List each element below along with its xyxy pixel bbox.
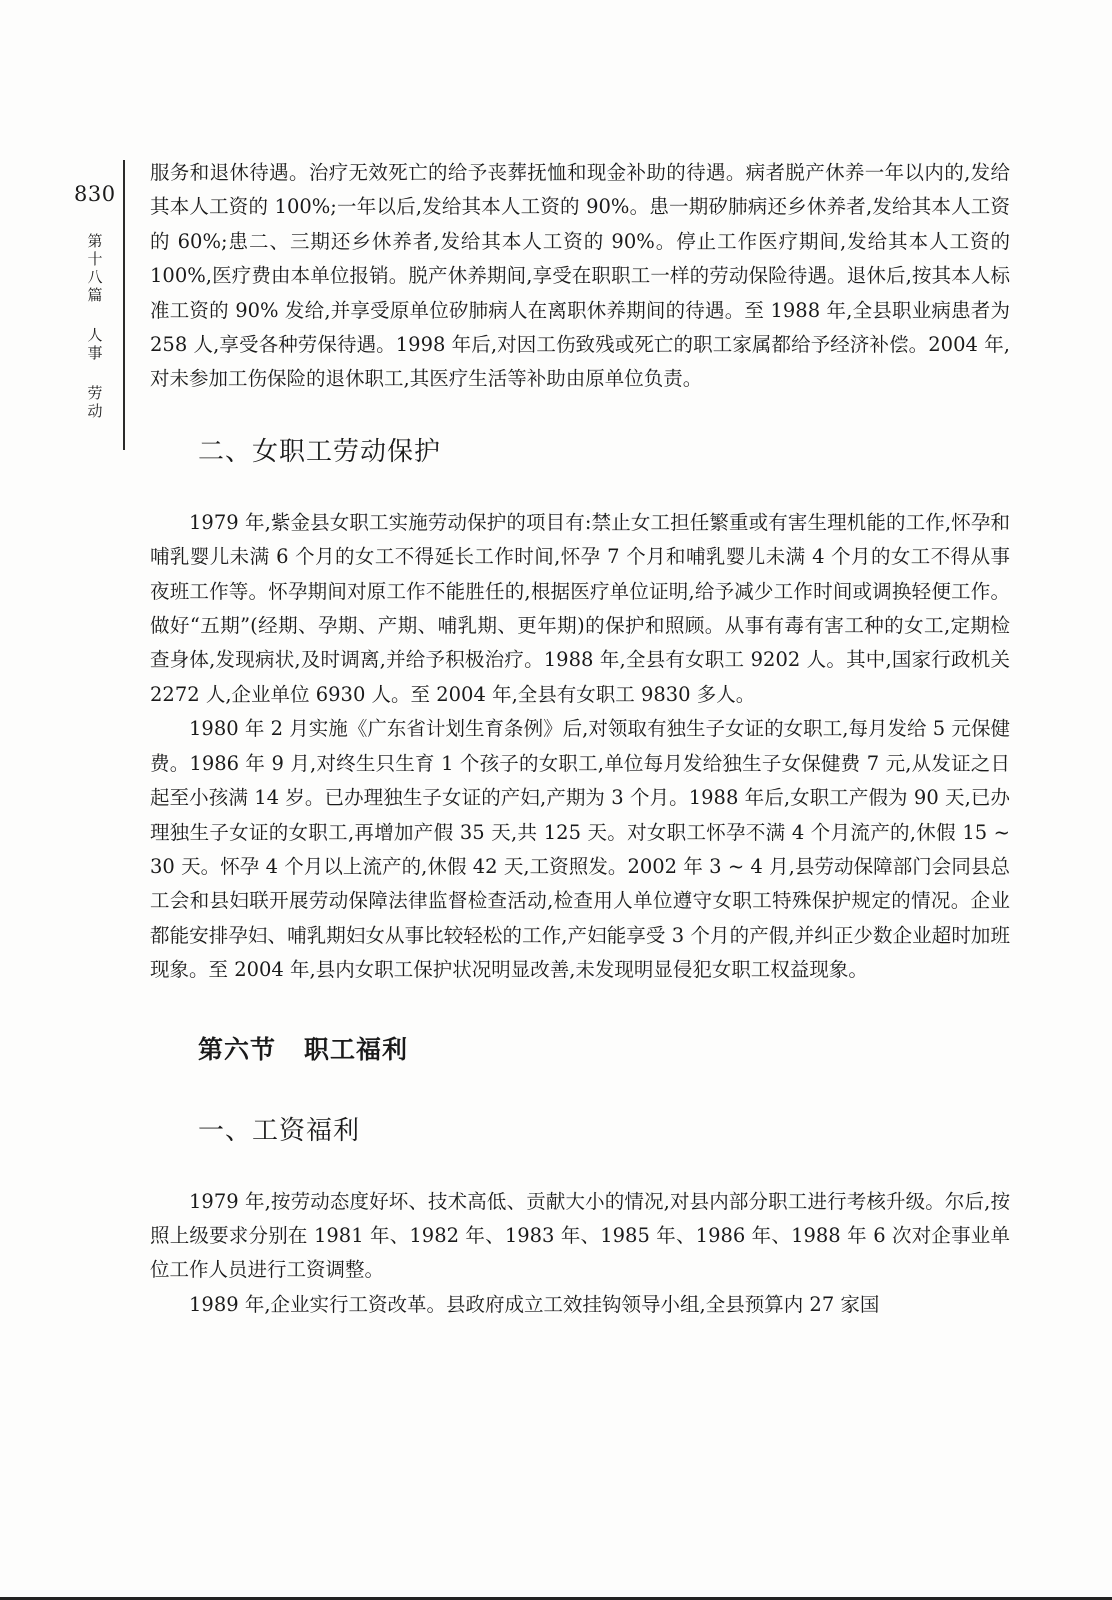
main-text bbox=[150, 156, 1010, 1322]
running-head-char: 动 bbox=[87, 402, 103, 420]
paragraph: 1980 年 2 月实施《广东省计划生育条例》后,对领取有独生子女证的女职工,每月发给 5 元保健费。1986 年 9 月,对终生只生育 1 个孩子的女职工,单位每月发给独生子女保健费 7 元,从发证之日起至小孩满 14 岁。已办理独生子女证的产妇,产期为 3 个月。1988 年后,女职工产假为 90 天,已办理独生子女证的女职工,再增加产假 35 天,共 125 天。对女职工怀孕不满 4 个月流产的,休假 15 ~ 30 天。怀孕 4 个月以上流产的,休假 42 天,工资照发。2002 年 3 ~ 4 月,县劳动保障部门会同县总工会和县妇联开展劳动保障法律监督检查活动,检查用人单位遵守女职工特殊保护规定的情况。企业都能安排孕妇、哺乳期妇女从事比较轻松的工作,产妇能享受 3 个月的产假,并纠正少数企业超时加班现象。至 2004 年,县内女职工保护状况明显改善,未发现明显侵犯女职工权益现象。 bbox=[150, 717, 1010, 982]
section-number: 第六节 bbox=[198, 1034, 277, 1064]
running-head-char: 十 bbox=[87, 250, 103, 268]
running-head-char: 第 bbox=[87, 232, 103, 250]
paragraph: 1979 年,紫金县女职工实施劳动保护的项目有:禁止女工担任繁重或有害生理机能的工作,怀孕和哺乳婴儿未满 6 个月的女工不得延长工作时间,怀孕 7 个月和哺乳婴儿未满 4 个月的女工不得从事夜班工作等。怀孕期间对原工作不能胜任的,根据医疗单位证明,给予减少工作时间或调换轻便工作。做好“五期”(经期、孕期、产期、哺乳期、更年期)的保护和照顾。从事有毒有害工种的女工,定期检查身体,发现病状,及时调离,并给予积极治疗。1988 年,全县有女职工 9202 人。其中,国家行政机关 2272 人,企业单位 6930 人。至 2004 年,全县有女职工 9830 多人。 bbox=[150, 510, 1010, 706]
margin-rule bbox=[123, 160, 125, 450]
paragraph: 1989 年,企业实行工资改革。县政府成立工效挂钩领导小组,全县预算内 27 家国 bbox=[189, 1292, 880, 1316]
spacer bbox=[150, 397, 1010, 431]
running-head-char: 人 bbox=[87, 326, 103, 344]
running-head-char: 篇 bbox=[87, 286, 103, 304]
subsection-heading: 一、工资福利 bbox=[198, 1115, 361, 1146]
subsection-heading: 二、女职工劳动保护 bbox=[198, 436, 442, 467]
page-number: 830 bbox=[74, 182, 116, 206]
spacer bbox=[150, 1147, 1010, 1185]
spacer bbox=[150, 1066, 1010, 1110]
section-title: 职工福利 bbox=[304, 1034, 409, 1064]
section-heading bbox=[150, 1030, 1010, 1066]
running-head-char: 事 bbox=[87, 344, 103, 362]
paragraph: 服务和退休待遇。治疗无效死亡的给予丧葬抚恤和现金补助的待遇。病者脱产休养一年以内的,发给其本人工资的 100%;一年以后,发给其本人工资的 90%。患一期矽肺病还乡休养者,发给其本人工资的 60%;患二、三期还乡休养者,发给其本人工资的 90%。停止工作医疗期间,发给其本人工资的 100%,医疗费由本单位报销。脱产休养期间,享受在职职工一样的劳动保险待遇。退休后,按其本人标准工资的 90% 发给,并享受原单位矽肺病人在离职休养期间的待遇。至 1988 年,全县职业病患者为 258 人,享受各种劳保待遇。1998 年后,对因工伤致残或死亡的职工家属都给予经济补偿。2004 年,对未参加工伤保险的退休职工,其医疗生活等补助由原单位负责。 bbox=[150, 161, 1010, 391]
paragraph: 1979 年,按劳动态度好坏、技术高低、贡献大小的情况,对县内部分职工进行考核升级。尔后,按照上级要求分别在 1981 年、1982 年、1983 年、1985 年、1986 年、1988 年 6 次对企事业单位工作人员进行工资调整。 bbox=[150, 1189, 1010, 1282]
spacer bbox=[150, 988, 1010, 1030]
spacer bbox=[150, 468, 1010, 506]
running-head bbox=[82, 232, 108, 420]
running-head-char: 劳 bbox=[87, 384, 103, 402]
running-head-char: 八 bbox=[87, 268, 103, 286]
